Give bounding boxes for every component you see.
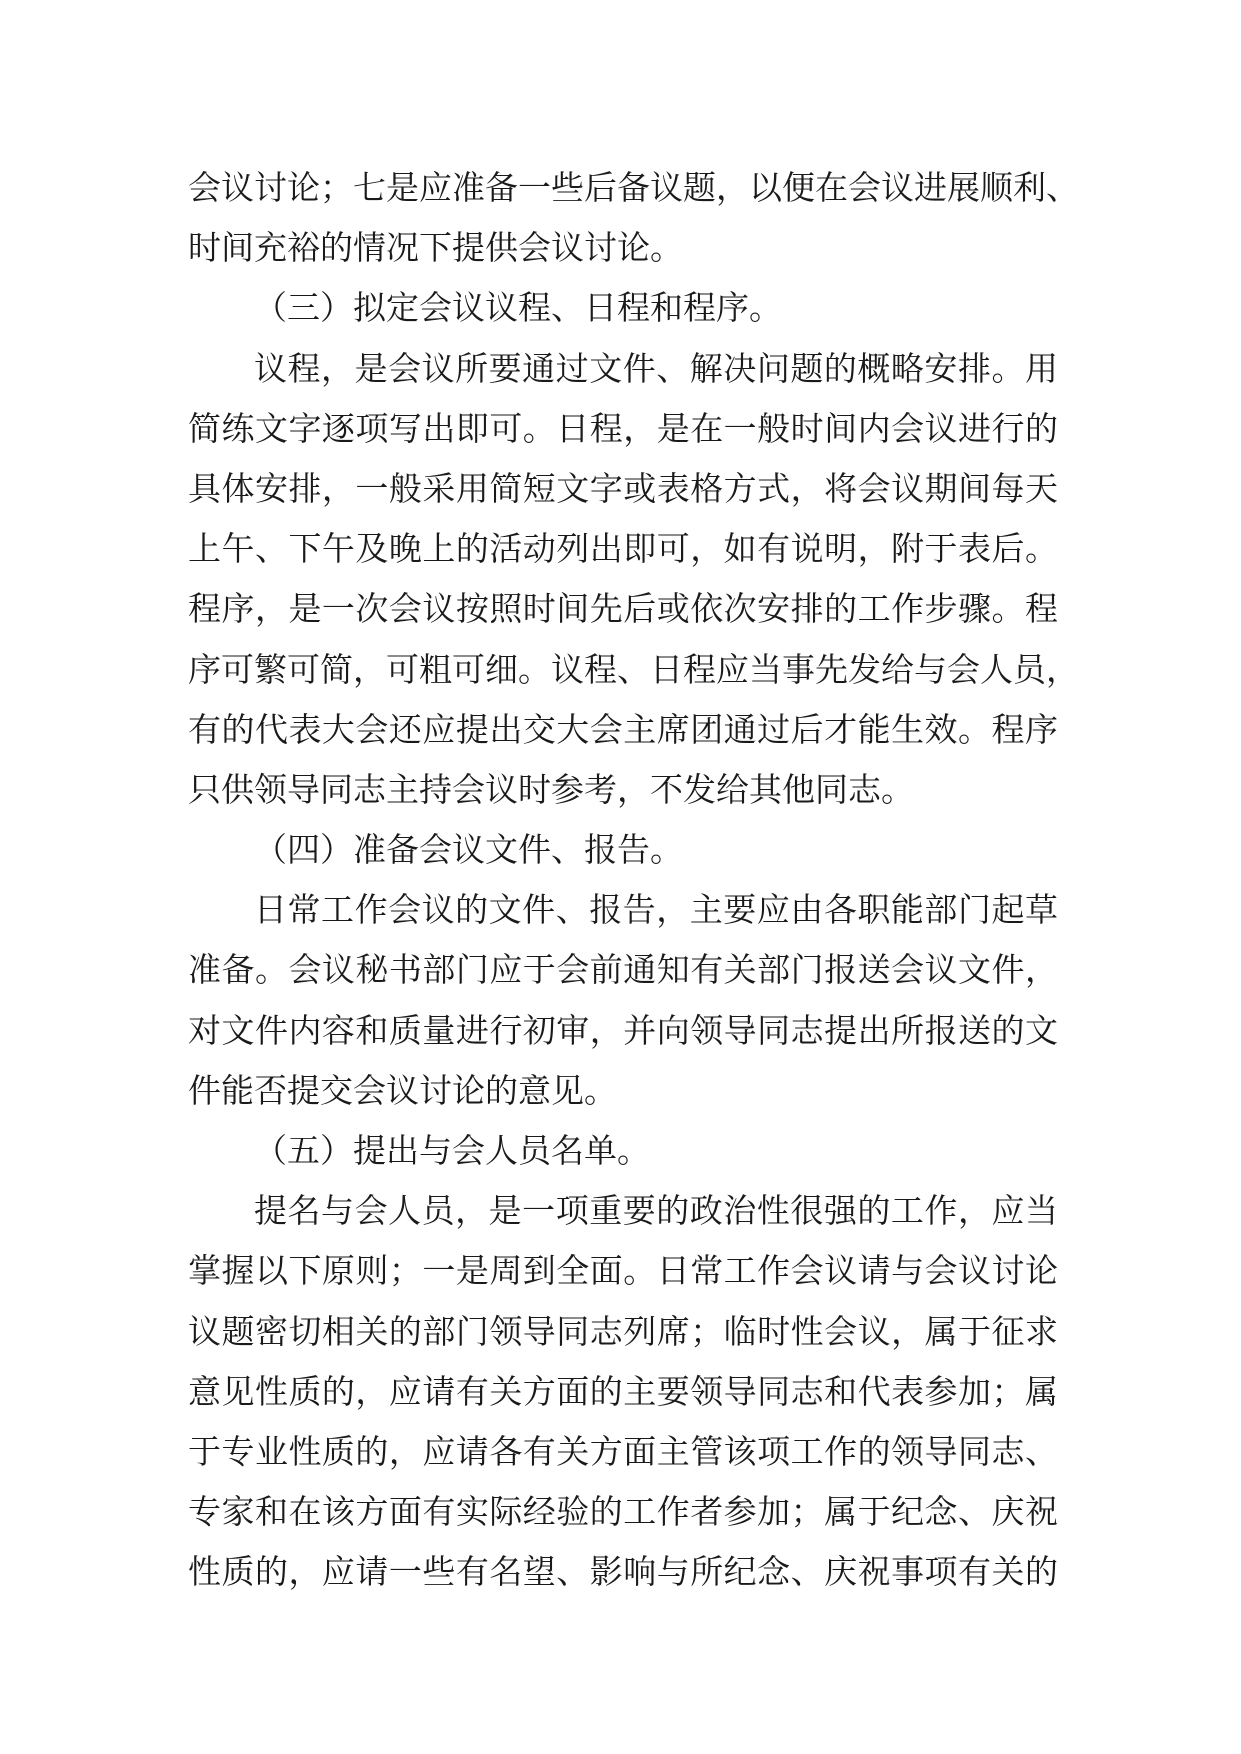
- text-line: 程序，是一次会议按照时间先后或依次安排的工作步骤。程: [188, 589, 1058, 629]
- paragraph-first-line: 提名与会人员，是一项重要的政治性很强的工作，应当: [254, 1191, 1058, 1231]
- document-page: [188, 158, 1079, 1603]
- text-line: 意见性质的，应请有关方面的主要领导同志和代表参加；属: [188, 1371, 1058, 1411]
- section-heading: （三）拟定会议议程、日程和程序。: [254, 288, 782, 328]
- text-line: 议题密切相关的部门领导同志列席；临时性会议，属于征求: [188, 1311, 1058, 1351]
- section-heading: （四）准备会议文件、报告。: [254, 830, 683, 870]
- text-line: 准备。会议秘书部门应于会前通知有关部门报送会议文件，: [188, 950, 1058, 990]
- text-line: 序可繁可简，可粗可细。议程、日程应当事先发给与会人员，: [188, 649, 1079, 689]
- text-line: 时间充裕的情况下提供会议讨论。: [188, 228, 683, 268]
- text-line: 性质的，应请一些有名望、影响与所纪念、庆祝事项有关的: [188, 1552, 1058, 1592]
- text-line: 有的代表大会还应提出交大会主席团通过后才能生效。程序: [188, 709, 1058, 749]
- text-line: 于专业性质的，应请各有关方面主管该项工作的领导同志、: [188, 1431, 1058, 1471]
- text-line: 简练文字逐项写出即可。日程，是在一般时间内会议进行的: [188, 408, 1058, 448]
- text-line: 具体安排，一般采用简短文字或表格方式，将会议期间每天: [188, 468, 1058, 508]
- section-heading: （五）提出与会人员名单。: [254, 1131, 650, 1170]
- text-line: 件能否提交会议讨论的意见。: [188, 1070, 617, 1110]
- text-line: 会议讨论；七是应准备一些后备议题，以便在会议进展顺利、: [188, 168, 1079, 207]
- paragraph-first-line: 议程，是会议所要通过文件、解决问题的概略安排。用: [254, 348, 1058, 388]
- text-line: 只供领导同志主持会议时参考，不发给其他同志。: [188, 769, 914, 809]
- text-line: 掌握以下原则；一是周到全面。日常工作会议请与会议讨论: [188, 1251, 1058, 1291]
- text-line: 对文件内容和质量进行初审，并向领导同志提出所报送的文: [188, 1010, 1058, 1050]
- paragraph-first-line: 日常工作会议的文件、报告，主要应由各职能部门起草: [254, 890, 1058, 930]
- text-line: 专家和在该方面有实际经验的工作者参加；属于纪念、庆祝: [188, 1492, 1058, 1532]
- text-line: 上午、下午及晚上的活动列出即可，如有说明，附于表后。: [188, 529, 1058, 569]
